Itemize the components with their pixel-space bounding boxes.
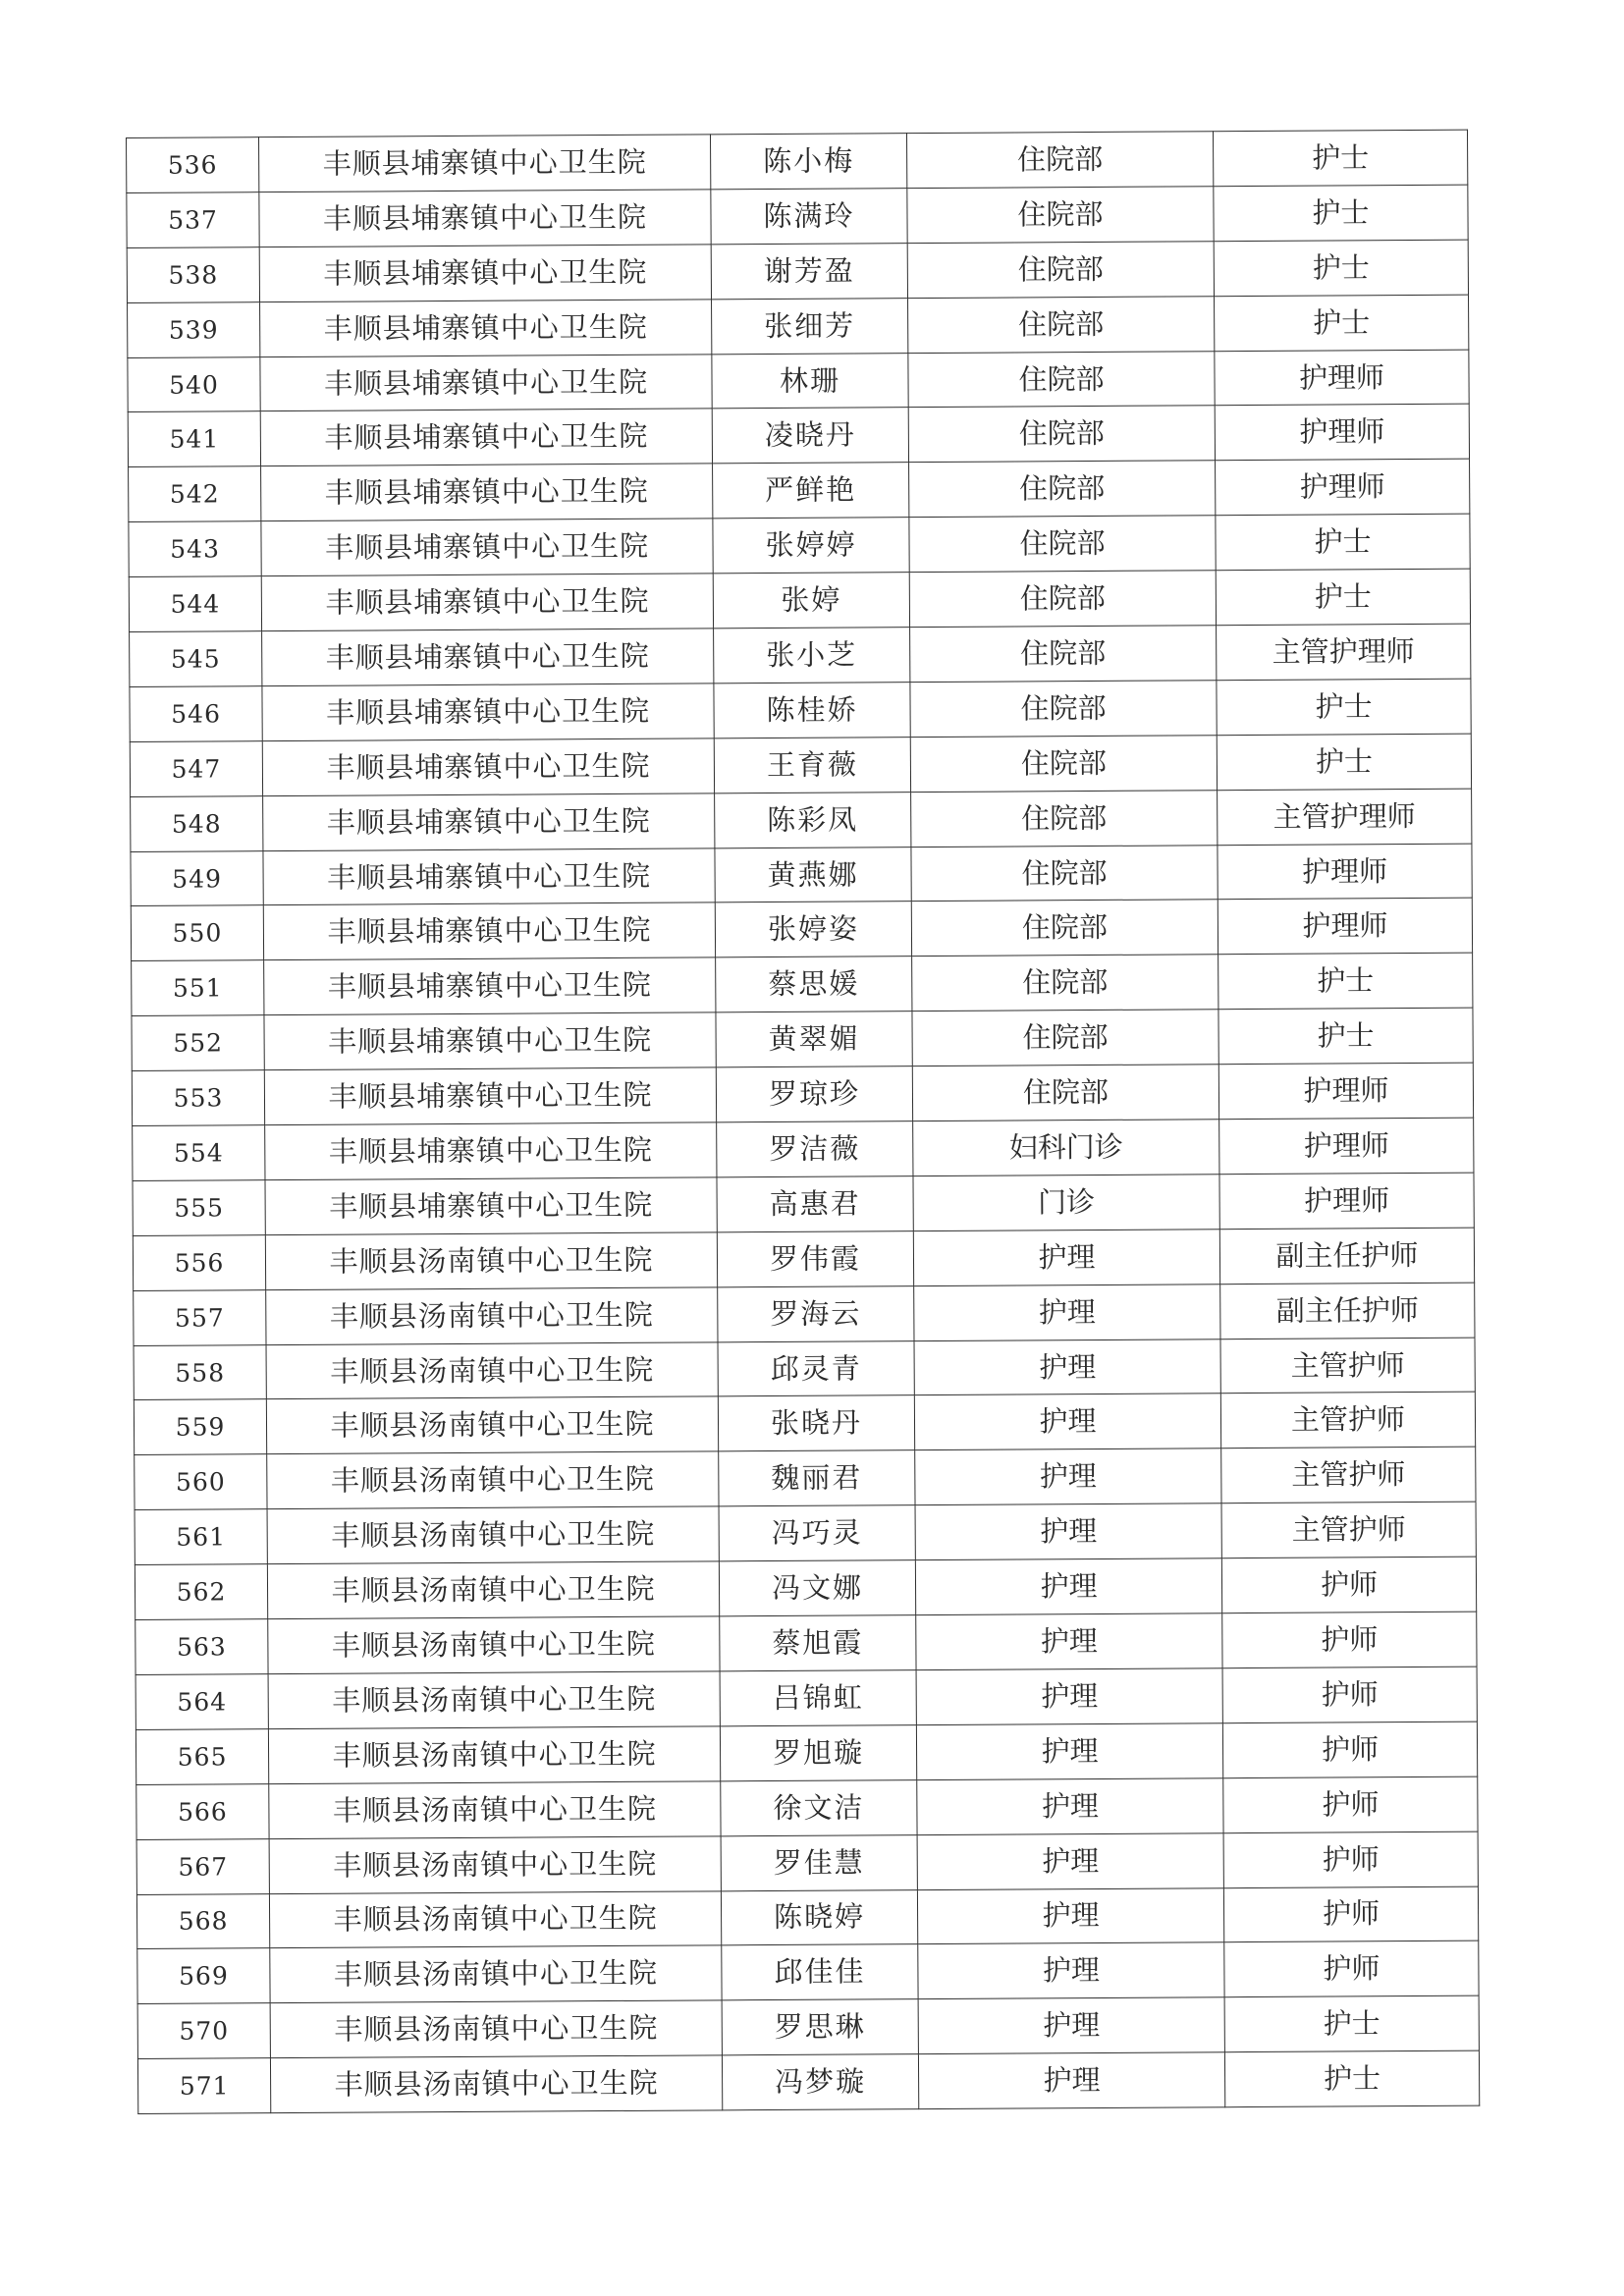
row-unit: 丰顺县埔寨镇中心卫生院 — [262, 738, 714, 796]
table-row — [127, 240, 1468, 302]
row-number: 538 — [127, 246, 259, 302]
row-title: 护师 — [1221, 1557, 1476, 1613]
table-row — [134, 1393, 1475, 1455]
row-name: 张婷姿 — [715, 902, 911, 957]
table-row — [135, 1448, 1476, 1510]
row-number: 536 — [127, 137, 259, 193]
row-department: 住院部 — [909, 461, 1216, 518]
table-row — [131, 844, 1472, 906]
row-name: 陈满玲 — [711, 189, 907, 245]
row-unit: 丰顺县埔寨镇中心卫生院 — [259, 245, 711, 302]
row-unit: 丰顺县汤南镇中心卫生院 — [267, 1451, 719, 1509]
row-department: 护理 — [915, 1449, 1221, 1505]
row-unit: 丰顺县汤南镇中心卫生院 — [266, 1341, 718, 1399]
row-number: 539 — [128, 301, 260, 357]
row-department: 护理 — [915, 1503, 1221, 1560]
row-title: 护师 — [1222, 1722, 1477, 1777]
row-title: 护士 — [1224, 1995, 1479, 2051]
row-department: 住院部 — [909, 571, 1216, 628]
table-row — [135, 1502, 1476, 1564]
row-unit: 丰顺县汤南镇中心卫生院 — [269, 1890, 721, 1948]
row-number: 537 — [127, 192, 259, 248]
row-unit: 丰顺县埔寨镇中心卫生院 — [260, 354, 712, 411]
row-number: 559 — [134, 1399, 266, 1455]
row-title: 护师 — [1223, 1831, 1478, 1887]
row-name: 魏丽君 — [719, 1450, 915, 1506]
row-name: 罗伟霞 — [717, 1230, 913, 1286]
table-row — [127, 185, 1468, 247]
row-department: 护理 — [914, 1284, 1220, 1340]
row-department: 住院部 — [912, 1010, 1218, 1066]
row-department: 护理 — [917, 1777, 1223, 1834]
row-name: 徐文洁 — [721, 1779, 917, 1835]
table-row — [128, 350, 1469, 412]
row-unit: 丰顺县汤南镇中心卫生院 — [269, 1781, 721, 1839]
row-unit: 丰顺县埔寨镇中心卫生院 — [261, 519, 713, 576]
row-name: 罗思琳 — [722, 1999, 918, 2055]
table-row — [131, 789, 1472, 851]
row-title: 护理师 — [1218, 899, 1472, 955]
row-department: 住院部 — [910, 626, 1217, 683]
row-name: 林珊 — [712, 353, 908, 409]
row-number: 566 — [136, 1783, 269, 1839]
row-number: 541 — [128, 411, 260, 467]
row-department: 护理 — [914, 1394, 1220, 1450]
row-name: 冯梦璇 — [722, 2054, 918, 2110]
table-row — [133, 1173, 1474, 1235]
row-unit: 丰顺县汤南镇中心卫生院 — [267, 1561, 719, 1619]
row-name: 陈晓婷 — [721, 1889, 917, 1945]
row-name: 张细芳 — [712, 298, 908, 354]
row-unit: 丰顺县埔寨镇中心卫生院 — [260, 409, 712, 466]
row-title: 护士 — [1214, 240, 1468, 296]
table-row — [128, 295, 1469, 357]
table-row — [128, 405, 1469, 467]
row-name: 蔡旭霞 — [720, 1615, 916, 1671]
row-department: 住院部 — [911, 845, 1218, 902]
row-title: 护士 — [1215, 295, 1469, 351]
table-row — [136, 1777, 1478, 1839]
row-title: 护理师 — [1218, 1063, 1473, 1119]
row-name: 冯巧灵 — [719, 1505, 915, 1561]
row-unit: 丰顺县汤南镇中心卫生院 — [268, 1616, 720, 1674]
row-unit: 丰顺县埔寨镇中心卫生院 — [264, 1067, 716, 1125]
row-number: 551 — [132, 960, 264, 1016]
row-number: 568 — [136, 1893, 269, 1949]
row-name: 凌晓丹 — [712, 408, 908, 464]
row-unit: 丰顺县埔寨镇中心卫生院 — [259, 190, 711, 247]
row-number: 540 — [128, 356, 260, 412]
row-number: 549 — [131, 850, 263, 906]
row-unit: 丰顺县埔寨镇中心卫生院 — [263, 902, 715, 960]
row-unit: 丰顺县埔寨镇中心卫生院 — [259, 135, 711, 192]
row-title: 护理师 — [1219, 1173, 1474, 1229]
row-name: 罗旭璇 — [720, 1724, 916, 1780]
row-name: 蔡思媛 — [716, 957, 912, 1012]
row-title: 护士 — [1224, 2050, 1479, 2106]
row-number: 565 — [135, 1728, 268, 1784]
table-row — [132, 1063, 1473, 1125]
row-unit: 丰顺县汤南镇中心卫生院 — [266, 1287, 718, 1345]
row-name: 冯文娜 — [719, 1560, 915, 1616]
row-name: 严鲜艳 — [713, 463, 909, 519]
row-title: 护士 — [1213, 130, 1467, 186]
row-title: 护士 — [1214, 185, 1468, 241]
row-department: 住院部 — [907, 187, 1214, 244]
row-name: 罗佳慧 — [721, 1834, 917, 1890]
row-name: 陈桂娇 — [714, 683, 910, 738]
row-unit: 丰顺县埔寨镇中心卫生院 — [263, 847, 715, 905]
row-department: 护理 — [913, 1230, 1219, 1286]
row-department: 住院部 — [908, 351, 1215, 408]
row-name: 陈彩凤 — [715, 792, 911, 847]
row-title: 护士 — [1217, 679, 1471, 735]
row-number: 563 — [135, 1619, 268, 1675]
table-row — [135, 1667, 1477, 1729]
row-unit: 丰顺县埔寨镇中心卫生院 — [262, 629, 714, 686]
table-row — [130, 679, 1471, 741]
table-row — [132, 953, 1473, 1015]
row-title: 护师 — [1222, 1612, 1477, 1667]
row-number: 567 — [136, 1838, 269, 1894]
row-title: 护理师 — [1215, 350, 1469, 406]
row-department: 护理 — [914, 1339, 1220, 1395]
table-row — [135, 1612, 1477, 1674]
row-department: 住院部 — [908, 406, 1215, 463]
row-title: 护师 — [1222, 1667, 1477, 1722]
row-title: 护士 — [1218, 1008, 1473, 1064]
table-row — [136, 1831, 1478, 1894]
row-number: 545 — [130, 631, 262, 687]
row-department: 护理 — [918, 1997, 1224, 2054]
row-number: 556 — [133, 1234, 265, 1290]
row-number: 554 — [133, 1125, 265, 1181]
row-unit: 丰顺县埔寨镇中心卫生院 — [264, 1012, 716, 1070]
row-title: 主管护师 — [1220, 1338, 1475, 1394]
row-title: 护士 — [1216, 514, 1470, 570]
row-number: 564 — [135, 1674, 268, 1730]
row-number: 547 — [130, 740, 262, 796]
row-number: 569 — [137, 1948, 270, 2004]
table-row — [135, 1722, 1477, 1784]
row-number: 562 — [135, 1564, 267, 1620]
row-unit: 丰顺县汤南镇中心卫生院 — [266, 1396, 718, 1454]
row-department: 护理 — [917, 1887, 1223, 1944]
table-row — [133, 1118, 1474, 1180]
row-department: 住院部 — [906, 132, 1213, 189]
row-number: 546 — [130, 686, 262, 742]
table-row — [135, 1557, 1476, 1619]
row-unit: 丰顺县汤南镇中心卫生院 — [269, 1835, 721, 1893]
row-unit: 丰顺县埔寨镇中心卫生院 — [265, 1122, 717, 1180]
row-title: 主管护师 — [1220, 1393, 1475, 1449]
row-department: 妇科门诊 — [913, 1120, 1219, 1176]
row-name: 邱佳佳 — [722, 1944, 918, 2000]
row-unit: 丰顺县埔寨镇中心卫生院 — [264, 957, 716, 1015]
table-row — [129, 569, 1470, 631]
row-title: 护理师 — [1218, 844, 1472, 900]
table-row — [127, 130, 1468, 192]
row-title: 护师 — [1223, 1886, 1478, 1942]
row-department: 住院部 — [912, 955, 1218, 1011]
row-number: 558 — [134, 1344, 266, 1400]
row-unit: 丰顺县汤南镇中心卫生院 — [268, 1726, 720, 1784]
row-department: 住院部 — [909, 516, 1216, 573]
row-department: 护理 — [915, 1558, 1221, 1615]
row-department: 住院部 — [911, 790, 1218, 847]
row-title: 护理师 — [1216, 459, 1470, 515]
row-unit: 丰顺县汤南镇中心卫生院 — [267, 1506, 719, 1564]
row-department: 护理 — [917, 1832, 1223, 1889]
row-name: 谢芳盈 — [711, 243, 907, 299]
row-number: 552 — [132, 1015, 264, 1071]
table-row — [130, 734, 1471, 796]
row-number: 542 — [129, 466, 261, 522]
row-unit: 丰顺县汤南镇中心卫生院 — [270, 1945, 722, 2003]
row-name: 张婷 — [713, 573, 909, 629]
table-row — [130, 624, 1471, 686]
table-row — [136, 1886, 1478, 1949]
row-number: 555 — [133, 1180, 265, 1236]
row-department: 住院部 — [907, 242, 1214, 299]
row-title: 护师 — [1223, 1777, 1478, 1832]
row-unit: 丰顺县汤南镇中心卫生院 — [270, 2000, 722, 2058]
row-title: 主管护理师 — [1218, 789, 1472, 845]
row-name: 王育薇 — [714, 737, 910, 793]
row-number: 543 — [129, 521, 261, 577]
row-name: 张婷婷 — [713, 518, 909, 574]
row-title: 主管护理师 — [1217, 624, 1471, 680]
row-number: 548 — [131, 795, 263, 851]
row-name: 罗洁薇 — [717, 1121, 913, 1177]
row-department: 门诊 — [913, 1175, 1219, 1231]
row-name: 黄燕娜 — [715, 847, 911, 902]
row-department: 住院部 — [912, 1065, 1218, 1121]
row-title: 护理师 — [1215, 405, 1469, 461]
row-name: 高惠君 — [717, 1176, 913, 1232]
row-department: 护理 — [916, 1723, 1222, 1780]
row-number: 553 — [132, 1070, 264, 1126]
row-title: 副主任护师 — [1220, 1283, 1475, 1339]
row-number: 561 — [135, 1509, 267, 1565]
table-row — [129, 459, 1470, 521]
row-unit: 丰顺县埔寨镇中心卫生院 — [262, 683, 714, 741]
row-number: 571 — [137, 2058, 270, 2114]
row-unit: 丰顺县埔寨镇中心卫生院 — [265, 1177, 717, 1235]
table-row — [129, 514, 1470, 576]
row-department: 护理 — [916, 1613, 1222, 1670]
row-unit: 丰顺县埔寨镇中心卫生院 — [261, 464, 713, 521]
row-number: 570 — [137, 2003, 270, 2059]
table-row — [137, 1995, 1479, 2058]
row-name: 张小芝 — [714, 628, 910, 683]
row-title: 护士 — [1217, 734, 1471, 790]
row-name: 吕锦虹 — [720, 1670, 916, 1726]
staff-table — [126, 130, 1480, 2114]
row-title: 护理师 — [1219, 1118, 1474, 1174]
row-number: 560 — [135, 1454, 267, 1510]
row-unit: 丰顺县埔寨镇中心卫生院 — [263, 793, 715, 851]
row-title: 护师 — [1224, 1941, 1479, 1997]
table-row — [133, 1228, 1474, 1290]
row-title: 主管护师 — [1221, 1502, 1476, 1558]
row-name: 邱灵青 — [718, 1340, 914, 1396]
row-department: 护理 — [916, 1668, 1222, 1725]
table-row — [132, 1008, 1473, 1070]
row-unit: 丰顺县汤南镇中心卫生院 — [270, 2055, 722, 2113]
row-title: 护士 — [1216, 569, 1470, 625]
row-title: 护士 — [1218, 953, 1473, 1009]
staff-table-body — [127, 130, 1480, 2113]
row-title: 副主任护师 — [1219, 1228, 1474, 1284]
row-title: 主管护师 — [1221, 1448, 1476, 1503]
row-number: 557 — [134, 1289, 266, 1345]
row-name: 陈小梅 — [710, 134, 906, 190]
row-name: 黄翠媚 — [716, 1011, 912, 1067]
row-name: 张晓丹 — [718, 1395, 914, 1451]
row-name: 罗琼珍 — [716, 1066, 912, 1122]
row-number: 544 — [129, 576, 261, 632]
row-department: 护理 — [918, 1942, 1224, 1999]
row-unit: 丰顺县埔寨镇中心卫生院 — [260, 300, 712, 357]
table-row — [134, 1283, 1475, 1345]
table-row — [131, 899, 1472, 961]
row-department: 住院部 — [908, 296, 1215, 353]
row-unit: 丰顺县汤南镇中心卫生院 — [265, 1232, 717, 1290]
row-unit: 丰顺县汤南镇中心卫生院 — [268, 1671, 720, 1729]
row-department: 住院部 — [910, 736, 1217, 793]
row-department: 住院部 — [910, 681, 1217, 738]
row-name: 罗海云 — [718, 1285, 914, 1341]
table-row — [137, 2050, 1479, 2113]
row-department: 住院部 — [911, 900, 1218, 957]
row-unit: 丰顺县埔寨镇中心卫生院 — [261, 574, 713, 631]
table-row — [134, 1338, 1475, 1400]
row-number: 550 — [131, 905, 263, 961]
row-department: 护理 — [918, 2052, 1224, 2109]
table-row — [137, 1941, 1479, 2004]
